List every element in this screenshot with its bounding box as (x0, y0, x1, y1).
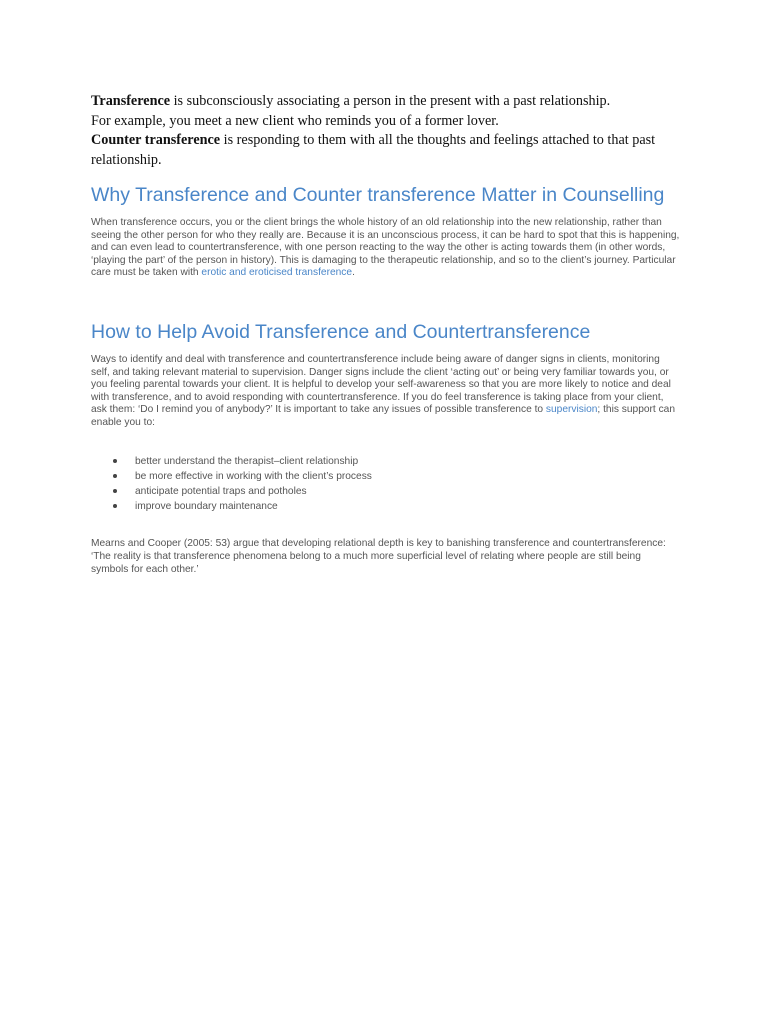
counter-transference-definition-text: is responding to them with all the thoughts and feelings attached to that past relationship. (91, 132, 656, 168)
list-item (91, 484, 681, 499)
transference-definition-text: is subconsciously associating a person in the present with a past relationship. (170, 93, 611, 109)
transference-definition (91, 92, 681, 112)
document-page (91, 92, 681, 576)
bullet-icon (113, 474, 117, 478)
term-transference: Transference (91, 93, 171, 109)
term-counter-transference: Counter transference (91, 132, 221, 148)
list-item (91, 499, 681, 514)
section-why-paragraph (91, 217, 681, 280)
list-item-text: better understand the therapist–client relationship (135, 455, 359, 467)
example-sentence: For example, you meet a new client who reminds you of a former lover. (91, 112, 499, 129)
section-why-end: . (352, 267, 355, 279)
section-why-text: When transference occurs, you or the client brings the whole history of an old relationship into the new relationship, rather than seeing the other person for who they really are. Because it is an unconscious process, it can be hard to spot that this is happening, and can even lead to countertransference, with one person reacting to the way the other is acting towards them (in other words, ‘playing the part’ of the person in history). This is damaging to the therapeutic relationship, and so to the client’s journey. Particular care must be taken with (91, 217, 680, 279)
supervision-link[interactable]: supervision (545, 404, 598, 416)
counter-transference-definition (91, 131, 681, 170)
section-how-end: ; this support can enable you to: (91, 404, 676, 428)
section-how-text: Ways to identify and deal with transference and countertransference include being aware of danger signs in clients, monitoring self, and taking relevant material to supervision. Danger signs include the client ‘acting out’ or being very familiar towards you, or you feeling parental towards your client. It is helpful to develop your self-awareness so that you are more likely to notice and deal with transference, and to avoid responding with countertransference. If you do feel transference is taking place from your client, ask them: ‘Do I remind you of anybody?’ It is important to take any issues of possible transference to (91, 353, 671, 416)
bullet-icon (113, 459, 117, 463)
benefits-list (91, 454, 681, 515)
mearns-cooper-quote: Mearns and Cooper (2005: 53) argue that developing relational depth is key to banishing transference and countertransference: ‘The reality is that transference phenomena belong to a much more superficial level of relating where people are still being symbols for each other.’ (91, 538, 666, 575)
list-item-text: improve boundary maintenance (135, 501, 278, 513)
list-item (91, 454, 681, 469)
intro-block (91, 92, 681, 170)
list-item-text: anticipate potential traps and potholes (135, 485, 307, 497)
section-heading-why: Why Transference and Counter transference Matter in Counselling (91, 184, 665, 206)
section-how-paragraph (91, 354, 681, 430)
list-item (91, 469, 681, 484)
section-heading-how: How to Help Avoid Transference and Countertransference (91, 320, 591, 343)
bullet-icon (113, 489, 117, 493)
erotic-transference-link[interactable]: erotic and eroticised transference (201, 267, 353, 279)
bullet-icon (113, 504, 117, 508)
list-item-text: be more effective in working with the client’s process (135, 470, 372, 482)
